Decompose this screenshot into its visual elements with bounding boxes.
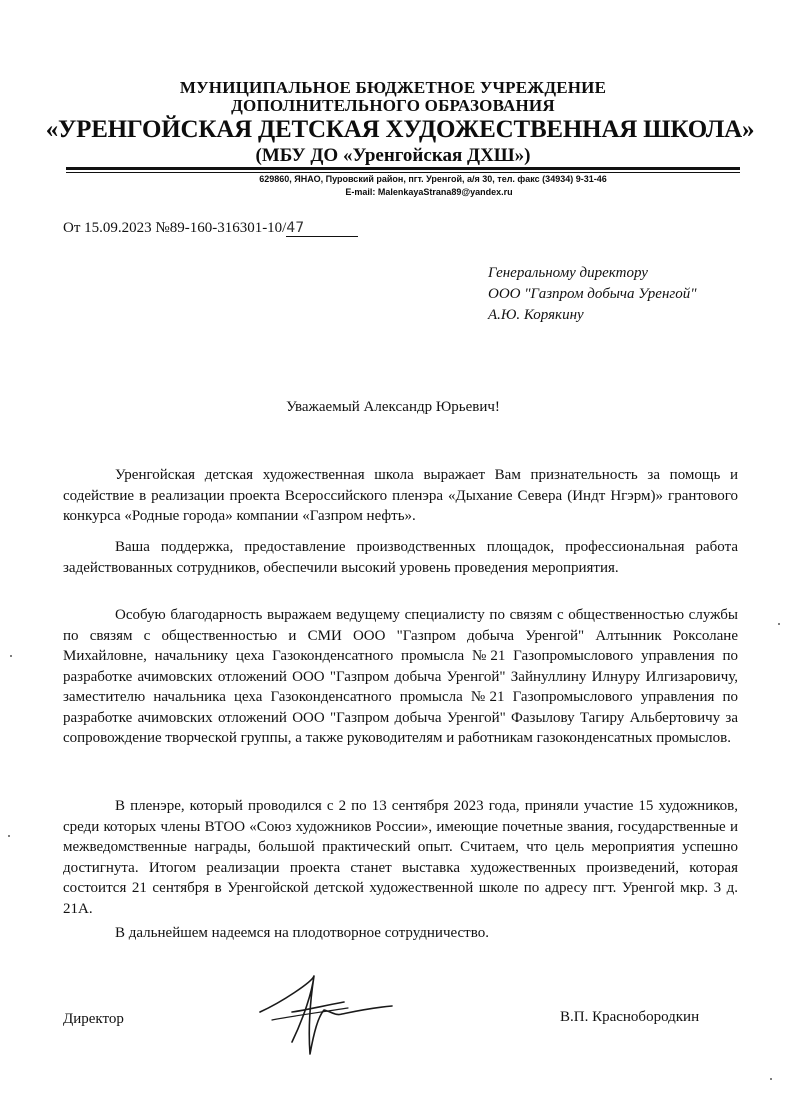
salutation: Уважаемый Александр Юрьевич!: [286, 399, 500, 415]
scan-speck: [770, 1078, 772, 1080]
addressee-line-3: А.Ю. Корякину: [488, 307, 584, 323]
letterhead-line-1: МУНИЦИПАЛЬНОЕ БЮДЖЕТНОЕ УЧРЕЖДЕНИЕ: [179, 78, 607, 97]
scan-speck: [10, 655, 12, 657]
letterhead-rule-thick: [66, 167, 740, 170]
addressee-line-1: Генеральному директору: [488, 265, 648, 281]
addressee-block: [488, 263, 697, 326]
letterhead-short-name: (МБУ ДО «Уренгойская ДХШ»): [255, 145, 531, 166]
reference-handwritten-number: 47: [286, 220, 358, 237]
addressee-line-2: ООО "Газпром добыча Уренгой": [488, 286, 697, 302]
reference-line: [63, 220, 358, 237]
scan-speck: [778, 623, 780, 625]
signatory-role: Директор: [63, 1011, 124, 1027]
body-paragraph-1-text: Уренгойская детская художественная школа выражает Вам признательность за помощь и содействие в реализации проекта Всероссийского пленэра «Дыхание Севера (Индт Нгэрм)» грантового конкурса «Родные города» компании «Газпром нефть».: [63, 467, 738, 524]
letterhead-line-2: ДОПОЛНИТЕЛЬНОГО ОБРАЗОВАНИЯ: [231, 96, 555, 115]
body-paragraph-1: [63, 465, 738, 527]
letterhead-rule-thin: [66, 172, 740, 173]
body-paragraph-3-text: Особую благодарность выражаем ведущему специалисту по связям с общественностью службы по связям с общественностью и СМИ ООО "Газпром добыча Уренгой" Алтынник Роксолане Михайловне, начальнику цеха Газоконденсатного промысла №21 Газопромыслового управления по разработке ачимовских отложений ООО "Газпром добыча Уренгой" Зайнуллину Илнуру Илгизаровичу, заместителю начальника цеха Газоконденсатного промысла №21 Газопромыслового управления по разработке ачимовских отложений ООО "Газпром добыча Уренгой" Фазылову Тагиру Альбертовичу за сопровождение творческой группы, а также руководителям и работникам газоконденсатных промыслов.: [63, 607, 738, 746]
body-paragraph-4: [63, 796, 738, 919]
body-paragraph-5-text: В дальнейшем надеемся на плодотворное сотрудничество.: [115, 925, 489, 941]
body-paragraph-3: [63, 605, 738, 749]
signatory-name: В.П. Краснобородкин: [560, 1009, 700, 1025]
letterhead-email: E-mail: MalenkayaStrana89@yandex.ru: [345, 187, 513, 197]
reference-prefix: От 15.09.2023 №89-160-316301-10/: [63, 220, 287, 236]
scan-speck: [8, 835, 10, 837]
letterhead-address: 629860, ЯНАО, Пуровский район, пгт. Уренгой, а/я 30, тел. факс (34934) 9-31-46: [259, 174, 607, 184]
body-paragraph-4-text: В пленэре, который проводился с 2 по 13 сентября 2023 года, приняли участие 15 художников, среди которых члены ВТОО «Союз художников России», имеющие почетные звания, государственные и межведомственные награды, большой практический опыт. Считаем, что цель мероприятия успешно достигнута. Итогом реализации проекта станет выставка художественных произведений, которая состоится 21 сентября в Уренгойской детской художественной школе по адресу пгт. Уренгой мкр. 3 д. 21А.: [63, 798, 738, 917]
letterhead-school-name: «УРЕНГОЙСКАЯ ДЕТСКАЯ ХУДОЖЕСТВЕННАЯ ШКОЛА»: [45, 116, 755, 143]
handwritten-signature: [252, 972, 402, 1062]
body-paragraph-2-text: Ваша поддержка, предоставление производственных площадок, профессиональная работа задействованных сотрудников, обеспечили высокий уровень проведения мероприятия.: [63, 539, 738, 576]
body-paragraph-5: [63, 923, 738, 944]
body-paragraph-2: [63, 537, 738, 578]
